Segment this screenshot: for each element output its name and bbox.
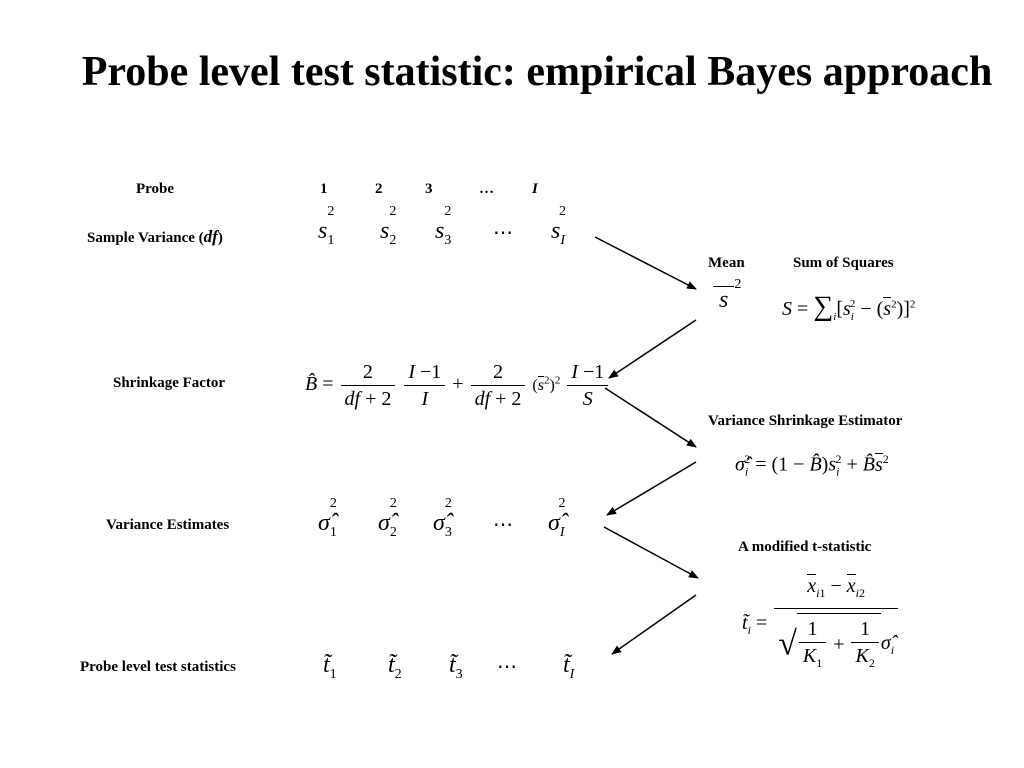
mean-s-squared: $s^2$: [713, 287, 741, 314]
sum-squares-label: Sum of Squares: [793, 255, 894, 271]
probe-col-ellipsis: …: [479, 181, 494, 197]
mean-label: Mean: [708, 255, 745, 271]
shrinkage-factor-formula: B̂ = $\frac{2}{df + 2}$ $\frac{I -1}{I}$ + $\frac{2}{df + 2}$ $(s^2)^2$ $\frac{I -1}{S}$: [305, 359, 610, 412]
t-tilde-1: $t̃_1$: [323, 652, 337, 682]
modified-t-label: A modified t-statistic: [738, 539, 872, 555]
sample-variance-label: Sample Variance (df): [87, 227, 223, 246]
variance-estimates-label: Variance Estimates: [106, 517, 230, 533]
probe-col-3: 3: [425, 181, 433, 197]
s1-squared: $s_1^2$: [318, 204, 335, 248]
arrow-mean-to-shrinkage: [609, 320, 696, 378]
modified-t-formula: $t̃_i$ = $x_{i1} - x_{i2}$ √ $\frac{1}{K_1}$ + $\frac{1}{K_2}$ $\sigmâ_i$: [742, 573, 900, 676]
probe-col-1: 1: [320, 181, 328, 197]
s3-squared: $s_3^2$: [435, 204, 452, 248]
t-tilde-3: $t̃_3$: [449, 652, 463, 682]
arrow-variance-to-mean: [595, 237, 696, 289]
s-ellipsis: ⋯: [493, 222, 513, 244]
probe-col-2: 2: [375, 181, 383, 197]
vse-formula: $\sigmâ_i^2 = (1$ − $B̂)s_i^2$ + $B̂s^2$: [735, 452, 889, 479]
arrow-t-to-statistics: [612, 595, 696, 654]
sigma-ellipsis: ⋯: [493, 514, 513, 536]
probe-col-I: I: [532, 181, 538, 197]
test-statistics-label: Probe level test statistics: [80, 659, 236, 675]
sigma-hat-3: $\sigmâ_3^2$: [433, 496, 452, 540]
vse-label: Variance Shrinkage Estimator: [708, 413, 903, 429]
arrow-vse-to-estimates: [607, 462, 696, 515]
arrow-estimates-to-t: [604, 527, 698, 578]
probe-header-label: Probe: [136, 181, 175, 197]
page-title: Probe level test statistic: empirical Bayes approach: [81, 49, 993, 95]
t-tilde-I: $t̃_I$: [563, 652, 575, 682]
sI-squared: $s_I^2$: [551, 204, 567, 248]
sigma-hat-I: $\sigmâ_I^2$: [548, 496, 566, 540]
t-tilde-2: $t̃_2$: [388, 652, 402, 682]
sigma-hat-2: $\sigmâ_2^2$: [378, 496, 397, 540]
sum-of-squares-formula: $S = \sum_i[s_i^2 - (s^2)]^2$: [782, 291, 916, 323]
arrow-shrinkage-to-vse: [605, 388, 696, 447]
s2-squared: $s_2^2$: [380, 204, 397, 248]
t-ellipsis: ⋯: [497, 656, 517, 678]
sigma-hat-1: $\sigmâ_1^2$: [318, 496, 337, 540]
shrinkage-factor-label: Shrinkage Factor: [113, 375, 226, 391]
